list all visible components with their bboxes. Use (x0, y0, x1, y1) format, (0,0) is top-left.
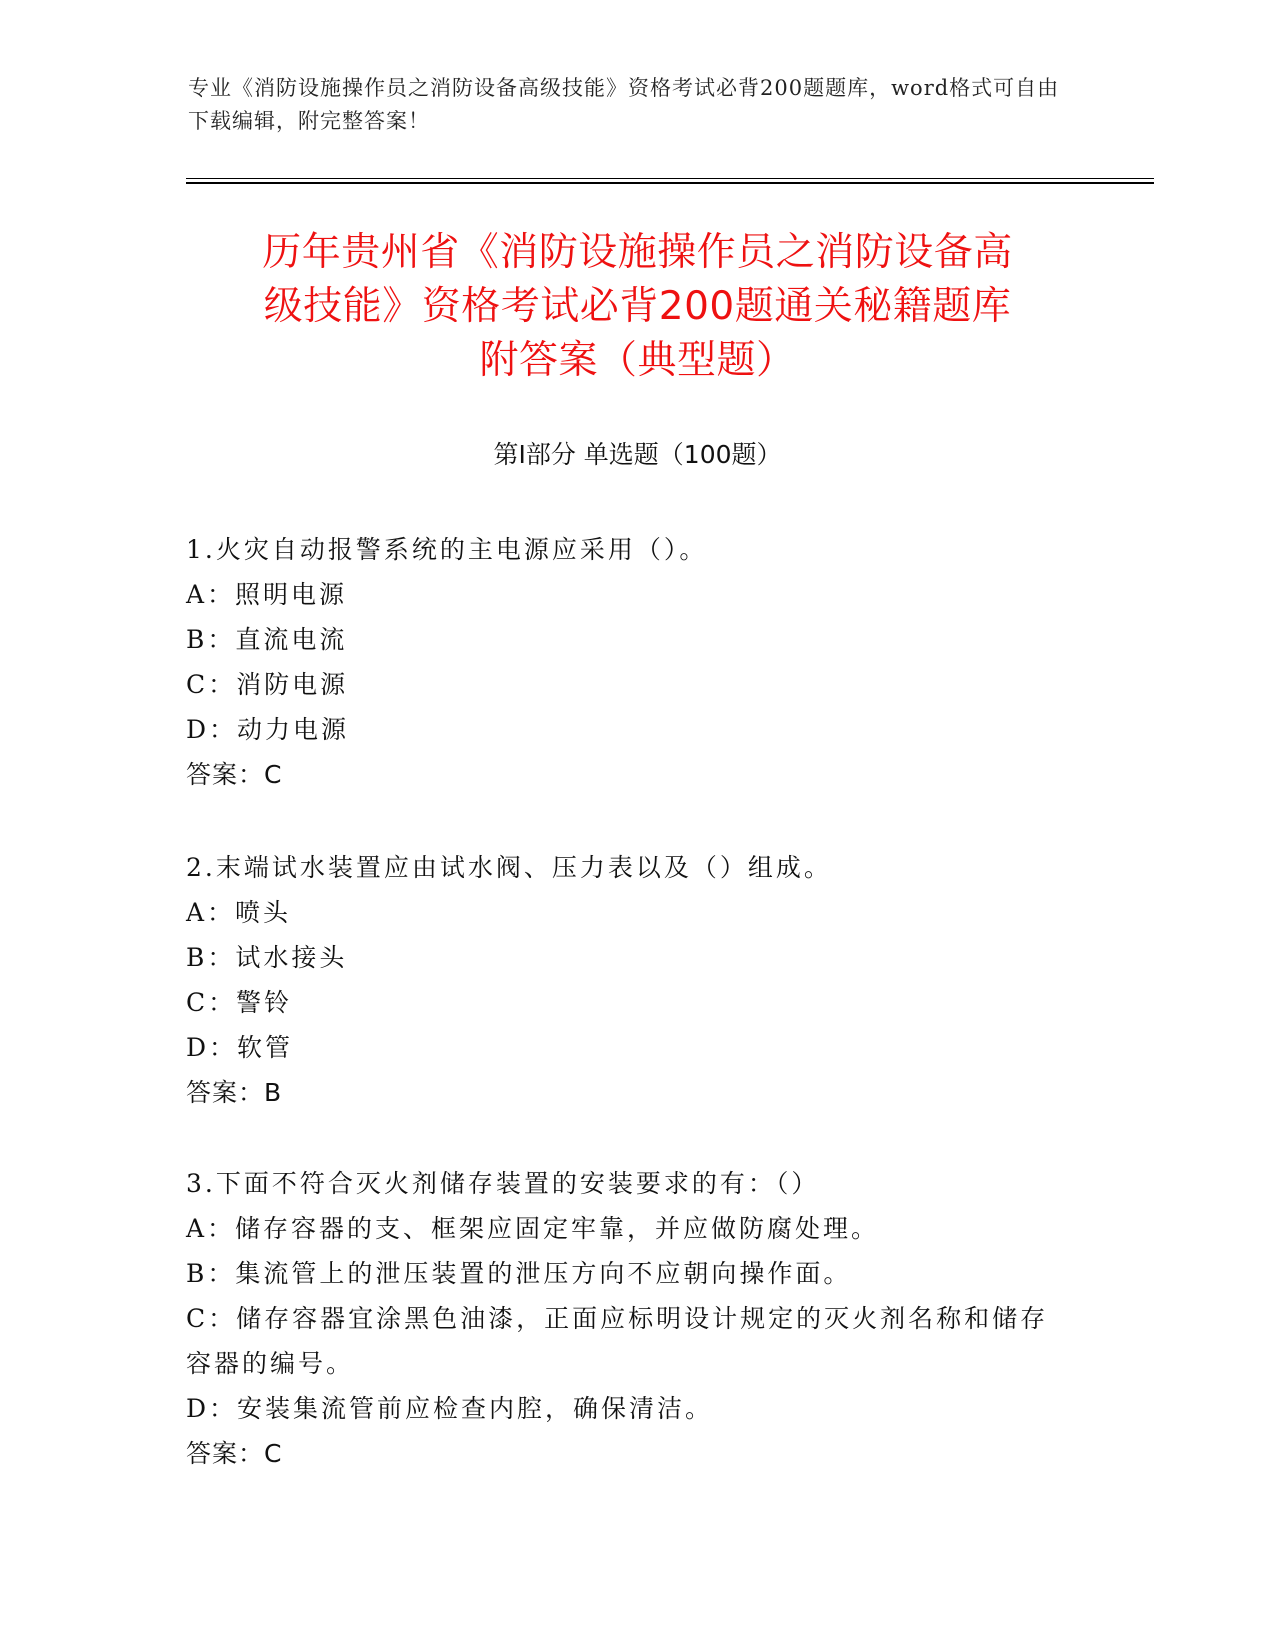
header-divider-thin (186, 178, 1154, 179)
title-line: 级技能》资格考试必背200题通关秘籍题库 (263, 284, 1012, 329)
document-title (180, 226, 1095, 388)
option-b: B：试水接头 (186, 943, 348, 972)
question-2 (186, 845, 1086, 1115)
option-d: D：动力电源 (186, 715, 350, 744)
option-d: D：安装集流管前应检查内腔，确保清洁。 (186, 1394, 714, 1423)
option-a: A：照明电源 (186, 580, 348, 609)
option-c: C：消防电源 (186, 670, 349, 699)
option-a: A：储存容器的支、框架应固定牢靠，并应做防腐处理。 (186, 1214, 880, 1243)
option-c: C：警铃 (186, 988, 293, 1017)
answer: 答案：C (186, 1439, 283, 1468)
option-d: D：软管 (186, 1033, 294, 1062)
title-line: 附答案（典型题） (479, 338, 796, 383)
header-note: 专业《消防设施操作员之消防设备高级技能》资格考试必背200题题库，word格式可自由下载编辑，附完整答案！ (188, 76, 1060, 133)
option-c: C：储存容器宜涂黑色油漆，正面应标明设计规定的灭火剂名称和储存容器的编号。 (186, 1304, 1049, 1378)
question-3 (186, 1161, 1086, 1476)
header-divider-thick (186, 182, 1154, 184)
answer: 答案：C (186, 760, 283, 789)
question-1 (186, 527, 1086, 797)
option-b: B：直流电流 (186, 625, 348, 654)
title-line: 历年贵州省《消防设施操作员之消防设备高 (262, 230, 1013, 275)
question-stem: 1.火灾自动报警系统的主电源应采用（）。 (186, 535, 708, 564)
option-b: B：集流管上的泄压装置的泄压方向不应朝向操作面。 (186, 1259, 852, 1288)
question-stem: 2.末端试水装置应由试水阀、压力表以及（）组成。 (186, 853, 832, 882)
section-title: 第I部分 单选题（100题） (493, 440, 782, 469)
answer: 答案：B (186, 1078, 283, 1107)
question-stem: 3.下面不符合灭火剂储存装置的安装要求的有：（） (186, 1169, 820, 1198)
option-a: A：喷头 (186, 898, 292, 927)
